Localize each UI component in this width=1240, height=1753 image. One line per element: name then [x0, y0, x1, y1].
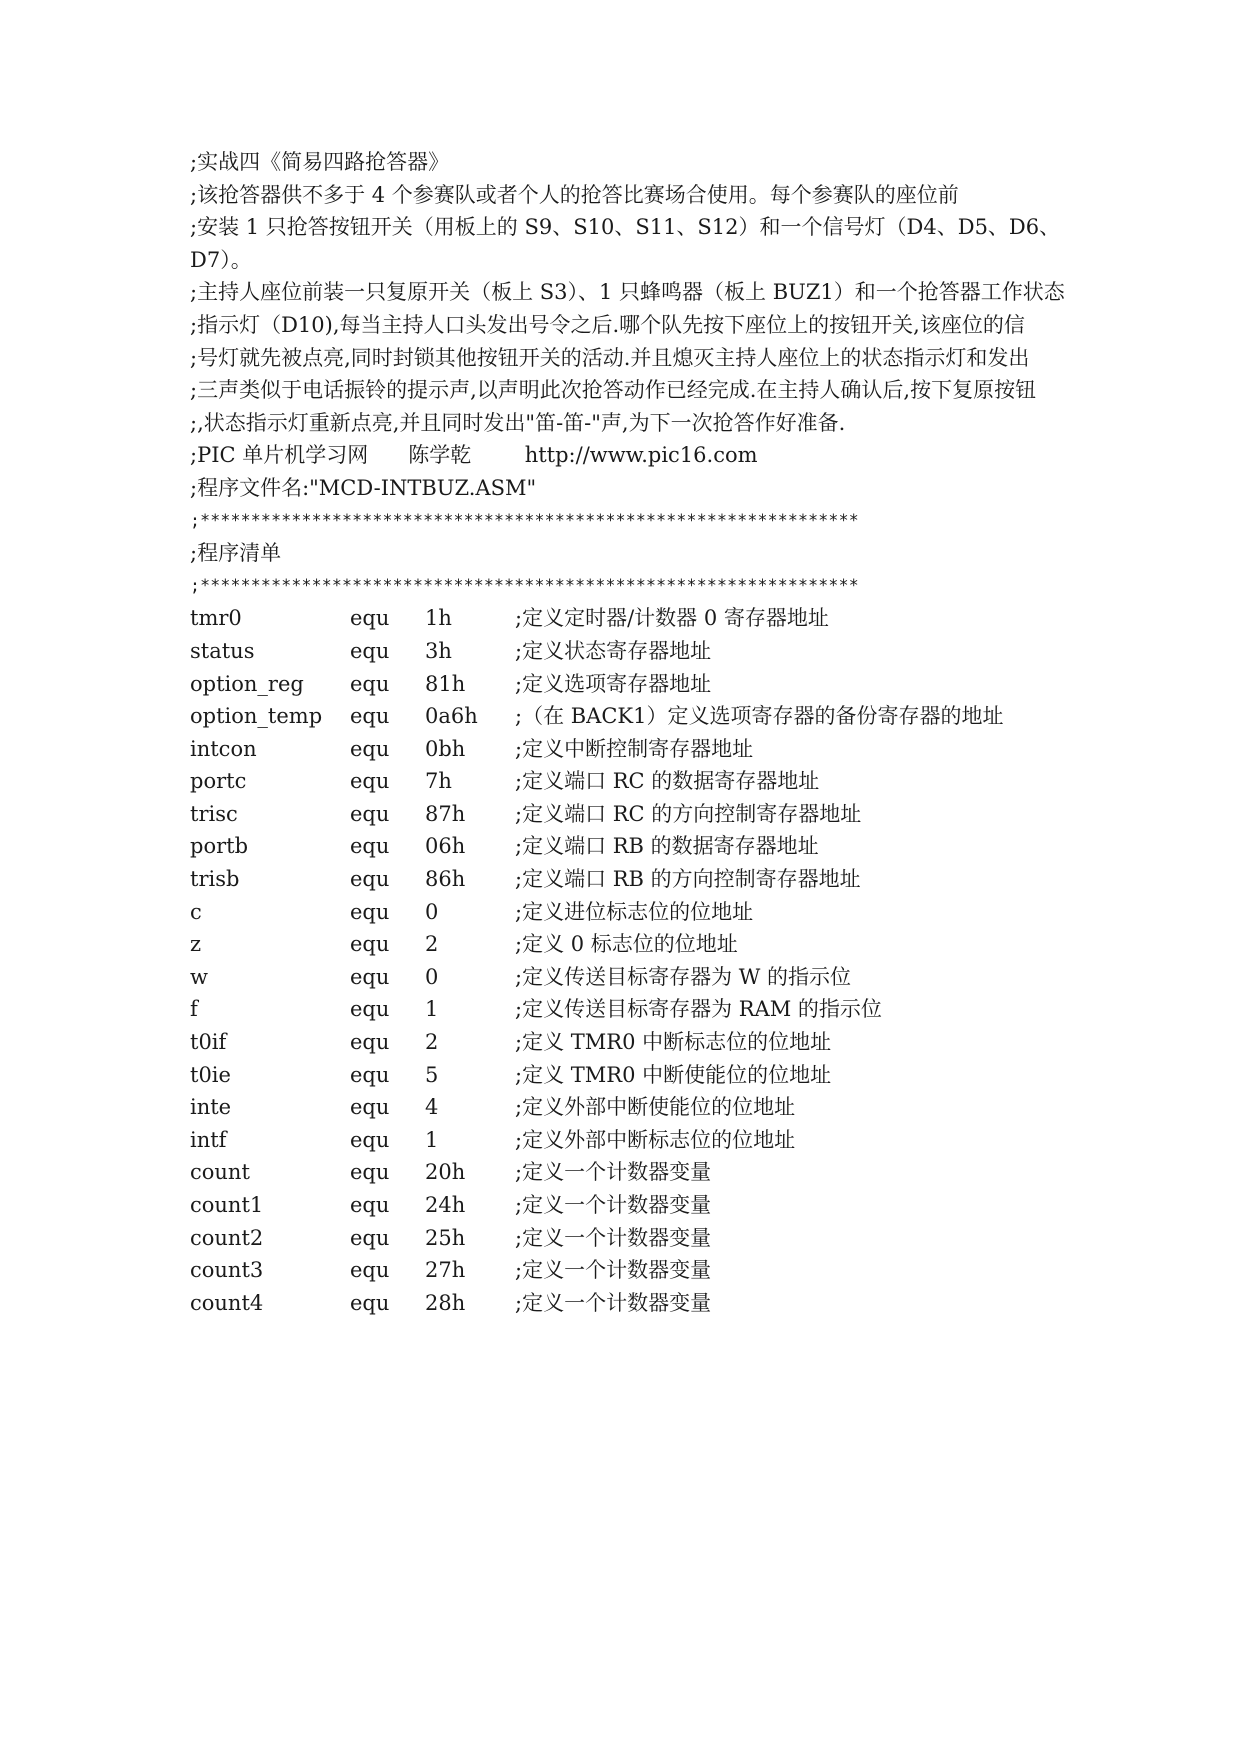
symbol-value: 81h	[425, 671, 466, 696]
symbol-name: inte	[190, 1095, 232, 1120]
symbol-value: 0a6h	[425, 704, 478, 729]
symbol-name: tmr0	[190, 606, 242, 631]
equate-table	[190, 602, 1070, 1319]
symbol-name: trisb	[190, 867, 240, 892]
symbol-comment: ;定义 TMR0 中断标志位的位地址	[515, 1030, 832, 1055]
symbol-name: count2	[190, 1225, 264, 1250]
equate-row	[190, 668, 1070, 701]
symbol-comment: ;定义传送目标寄存器为 W 的指示位	[515, 964, 852, 989]
symbol-value: 1	[425, 1127, 439, 1152]
symbol-value: 87h	[425, 801, 466, 826]
symbol-value: 27h	[425, 1258, 466, 1283]
symbol-comment: ;定义一个计数器变量	[515, 1225, 712, 1250]
equate-row	[190, 863, 1070, 896]
equate-row	[190, 1287, 1070, 1320]
symbol-value: 20h	[425, 1160, 466, 1185]
separator-line: ;*****************************************************************	[190, 575, 859, 595]
description-line: ;主持人座位前装一只复原开关（板上 S3）、1 只蜂鸣器（板上 BUZ1）和一个抢答器工作状态	[190, 280, 1065, 305]
listing-title: ;程序清单	[190, 541, 282, 566]
symbol-value: 0	[425, 899, 439, 924]
symbol-name: count	[190, 1160, 250, 1185]
symbol-name: z	[190, 932, 202, 957]
symbol-name: portc	[190, 769, 247, 794]
equate-row	[190, 602, 1070, 635]
directive: equ	[350, 1160, 390, 1185]
directive: equ	[350, 606, 390, 631]
directive: equ	[350, 801, 390, 826]
symbol-name: t0ie	[190, 1062, 231, 1087]
symbol-comment: ;定义端口 RC 的数据寄存器地址	[515, 769, 820, 794]
symbol-name: portb	[190, 834, 249, 859]
equate-row	[190, 1156, 1070, 1189]
symbol-comment: ;定义端口 RB 的数据寄存器地址	[515, 834, 819, 859]
directive: equ	[350, 1030, 390, 1055]
equate-row	[190, 1059, 1070, 1092]
symbol-comment: ;定义中断控制寄存器地址	[515, 736, 754, 761]
directive: equ	[350, 769, 390, 794]
symbol-name: intf	[190, 1127, 227, 1152]
symbol-comment: ;定义端口 RC 的方向控制寄存器地址	[515, 801, 862, 826]
program-title: ;实战四《简易四路抢答器》	[190, 150, 450, 174]
symbol-comment: ;定义进位标志位的位地址	[515, 899, 754, 924]
symbol-comment: ;定义外部中断标志位的位地址	[515, 1127, 796, 1152]
equate-row	[190, 1091, 1070, 1124]
symbol-comment: ;定义外部中断使能位的位地址	[515, 1095, 796, 1120]
author-line: ;PIC 单片机学习网 陈学乾 http://www.pic16.com	[190, 443, 758, 468]
directive: equ	[350, 932, 390, 957]
directive: equ	[350, 1193, 390, 1217]
description-line: ;三声类似于电话振铃的提示声,以声明此次抢答动作已经完成.在主持人确认后,按下复原按钮	[190, 378, 1037, 403]
symbol-comment: ;定义一个计数器变量	[515, 1160, 712, 1185]
equate-row	[190, 896, 1070, 929]
symbol-value: 3h	[425, 638, 452, 663]
symbol-name: status	[190, 638, 255, 663]
symbol-name: trisc	[190, 801, 238, 826]
symbol-name: option_temp	[190, 704, 323, 729]
symbol-name: count4	[190, 1290, 264, 1315]
symbol-comment: ;定义一个计数器变量	[515, 1290, 712, 1315]
symbol-value: 2	[425, 1030, 439, 1055]
equate-row	[190, 928, 1070, 961]
directive: equ	[350, 867, 390, 892]
symbol-value: 24h	[425, 1193, 466, 1217]
symbol-name: c	[190, 899, 202, 924]
separator-line: ;*****************************************************************	[190, 510, 859, 530]
directive: equ	[350, 1062, 390, 1087]
symbol-value: 0bh	[425, 736, 466, 761]
description-line: ;该抢答器供不多于 4 个参赛队或者个人的抢答比赛场合使用。每个参赛队的座位前	[190, 182, 959, 207]
directive: equ	[350, 704, 390, 729]
directive: equ	[350, 834, 390, 859]
symbol-value: 7h	[425, 769, 452, 794]
equate-row	[190, 1254, 1070, 1287]
symbol-name: count3	[190, 1258, 264, 1283]
symbol-comment: ;定义端口 RB 的方向控制寄存器地址	[515, 867, 861, 892]
description-line: ;指示灯（D10),每当主持人口头发出号令之后.哪个队先按下座位上的按钮开关,该座位的信	[190, 312, 1025, 337]
document-page	[190, 146, 1070, 1319]
directive: equ	[350, 1127, 390, 1152]
equate-row	[190, 1026, 1070, 1059]
symbol-comment: ;定义选项寄存器地址	[515, 671, 712, 696]
directive: equ	[350, 1095, 390, 1120]
equate-row	[190, 1124, 1070, 1157]
directive: equ	[350, 899, 390, 924]
symbol-value: 86h	[425, 867, 466, 892]
symbol-name: f	[190, 997, 198, 1022]
symbol-value: 5	[425, 1062, 439, 1087]
directive: equ	[350, 964, 390, 989]
equate-row	[190, 733, 1070, 766]
symbol-value: 1h	[425, 606, 452, 631]
symbol-name: count1	[190, 1193, 264, 1217]
directive: equ	[350, 671, 390, 696]
symbol-comment: ;定义一个计数器变量	[515, 1258, 712, 1283]
equate-row	[190, 961, 1070, 994]
symbol-value: 25h	[425, 1225, 466, 1250]
directive: equ	[350, 1290, 390, 1315]
symbol-comment: ;定义状态寄存器地址	[515, 638, 712, 663]
directive: equ	[350, 638, 390, 663]
description-line: ;,状态指示灯重新点亮,并且同时发出"笛-笛-"声,为下一次抢答作好准备.	[190, 410, 846, 435]
directive: equ	[350, 736, 390, 761]
equate-row	[190, 700, 1070, 733]
symbol-name: w	[190, 964, 208, 989]
directive: equ	[350, 997, 390, 1022]
symbol-comment: ;定义 TMR0 中断使能位的位地址	[515, 1062, 832, 1087]
filename-line: ;程序文件名:"MCD-INTBUZ.ASM"	[190, 475, 537, 500]
symbol-value: 4	[425, 1095, 439, 1120]
equate-row	[190, 993, 1070, 1026]
symbol-value: 2	[425, 932, 439, 957]
equate-row	[190, 1222, 1070, 1255]
symbol-comment: ;（在 BACK1）定义选项寄存器的备份寄存器的地址	[515, 704, 1004, 729]
symbol-comment: ;定义一个计数器变量	[515, 1193, 712, 1217]
symbol-comment: ;定义传送目标寄存器为 RAM 的指示位	[515, 997, 882, 1022]
symbol-value: 06h	[425, 834, 466, 859]
symbol-name: t0if	[190, 1030, 227, 1055]
directive: equ	[350, 1225, 390, 1250]
program-description	[190, 146, 1070, 505]
equate-row	[190, 635, 1070, 668]
symbol-comment: ;定义 0 标志位的位地址	[515, 932, 738, 957]
equate-row	[190, 830, 1070, 863]
symbol-comment: ;定义定时器/计数器 0 寄存器地址	[515, 606, 829, 631]
equate-row	[190, 1189, 1070, 1222]
symbol-name: intcon	[190, 736, 257, 761]
symbol-value: 28h	[425, 1290, 466, 1315]
description-line: ;安装 1 只抢答按钮开关（用板上的 S9、S10、S11、S12）和一个信号灯（D4、D5、D6、D7）。	[190, 215, 1061, 272]
symbol-name: option_reg	[190, 671, 304, 696]
symbol-value: 1	[425, 997, 439, 1022]
directive: equ	[350, 1258, 390, 1283]
equate-row	[190, 798, 1070, 831]
symbol-value: 0	[425, 964, 439, 989]
description-line: ;号灯就先被点亮,同时封锁其他按钮开关的活动.并且熄灭主持人座位上的状态指示灯和发出	[190, 345, 1030, 370]
equate-row	[190, 765, 1070, 798]
